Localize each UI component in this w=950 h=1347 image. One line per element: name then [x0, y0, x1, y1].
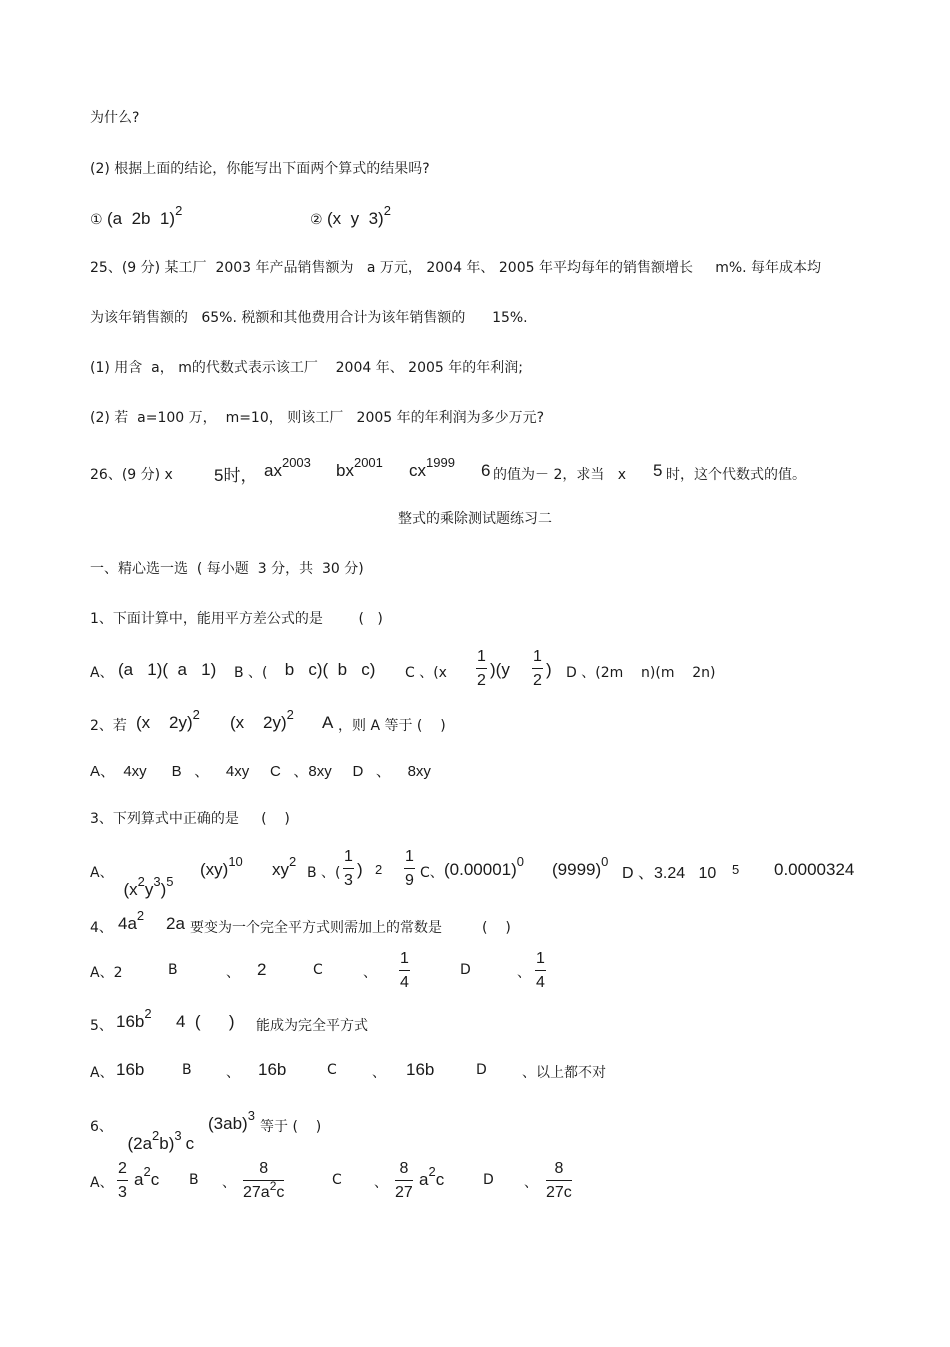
- text: 时，这个代数式的值。: [666, 467, 806, 483]
- fraction: [243, 1160, 284, 1202]
- expression: [208, 1108, 255, 1134]
- term: [264, 455, 311, 481]
- question-25: 25、(9 分) 某工厂 2003 年产品销售额为 a 万元， 2004 年、 2005 年平均每年的销售额增长 m%. 每年成本均: [90, 260, 822, 276]
- text-line: 为什么?: [90, 110, 140, 126]
- term: 6: [481, 461, 491, 480]
- separator: 、: [226, 965, 240, 981]
- text: c: [185, 1134, 195, 1153]
- text-line: (2) 若 a=100 万， m=10， 则该工厂 2005 年的年利润为多少万元?: [90, 410, 545, 426]
- option-b-label: B 、(: [307, 865, 341, 881]
- option-c-label: C: [313, 962, 323, 978]
- expression: [200, 854, 243, 880]
- option-b-label: B 、(: [234, 665, 268, 681]
- numerator: 1: [532, 648, 543, 669]
- option-a-expression: [114, 860, 174, 900]
- exponent: 2003: [281, 455, 311, 470]
- fraction: [476, 648, 487, 690]
- denominator: 9: [405, 872, 414, 889]
- text: c: [435, 1170, 445, 1189]
- option-a-expression: (a 1)( a 1): [118, 660, 217, 679]
- question-2-options: A、 4xy B 、 4xy C 、8xy D 、 8xy: [90, 763, 431, 780]
- numerator: 1: [476, 648, 487, 669]
- term: [336, 455, 383, 481]
- exponent: 1999: [426, 455, 455, 470]
- option-c-label: C: [332, 1172, 342, 1188]
- exponent: 2: [136, 908, 145, 923]
- option-c-label: C、: [420, 865, 444, 881]
- numerator: 1: [343, 848, 354, 869]
- exponent: 3: [153, 874, 161, 889]
- question-6-prefix: 6、: [90, 1119, 113, 1135]
- expression: )(y: [490, 660, 510, 679]
- question-2-prefix: 2、若: [90, 718, 127, 734]
- value: [214, 461, 257, 486]
- fraction: [546, 1160, 572, 1202]
- text: ): [160, 880, 167, 899]
- option-c-label: C 、(x: [405, 665, 447, 681]
- value: 2: [257, 960, 267, 979]
- expression: [116, 1006, 152, 1032]
- expression: [134, 1164, 160, 1190]
- question-3: 3、下列算式中正确的是 ( ): [90, 811, 290, 827]
- exponent: 5: [732, 862, 740, 877]
- text: ax: [264, 461, 282, 480]
- text: xy: [272, 860, 289, 879]
- text: ，则 A 等于 ( ): [338, 718, 446, 734]
- value: 5: [653, 461, 663, 480]
- circled-one-marker: ①: [90, 212, 103, 228]
- expression: [118, 1114, 194, 1154]
- text: c: [276, 1184, 285, 1201]
- text: (x 2y): [136, 713, 193, 732]
- value: 0.0000324: [774, 860, 855, 879]
- numerator: 8: [546, 1160, 572, 1181]
- fraction: [343, 848, 354, 890]
- separator: 、: [372, 1065, 386, 1081]
- separator: 、: [222, 1175, 236, 1191]
- exponent: 2: [144, 1006, 152, 1021]
- text-line: 为该年销售额的 65%. 税额和其他费用合计为该年销售额的 15%.: [90, 310, 528, 326]
- denominator: 4: [536, 974, 545, 991]
- math-expression: [310, 203, 391, 229]
- text: 27a: [243, 1184, 270, 1201]
- expression: 2a: [166, 914, 185, 933]
- text: b): [159, 1134, 175, 1153]
- text: (3ab): [208, 1114, 248, 1133]
- exponent: 2: [289, 854, 297, 869]
- numerator: 1: [404, 848, 415, 869]
- text: (xy): [200, 860, 229, 879]
- text: 5时，: [214, 466, 258, 485]
- question-1: 1、下面计算中，能用平方差公式的是 ( ): [90, 611, 383, 627]
- fraction: [395, 1160, 413, 1202]
- text: bx: [336, 461, 354, 480]
- fraction: [404, 848, 415, 890]
- question-5-prefix: 5、: [90, 1018, 113, 1034]
- exponent: 0: [601, 854, 609, 869]
- text: (x 2y): [230, 713, 287, 732]
- option-b-label: B: [189, 1172, 199, 1188]
- option-d-text: 、以上都不对: [522, 1065, 606, 1081]
- text: 的值为－ 2，求当 x: [493, 467, 626, 483]
- text: c: [150, 1170, 160, 1189]
- separator: 、: [374, 1175, 388, 1191]
- text: 16b: [116, 1012, 145, 1031]
- exponent: 2: [152, 1128, 160, 1143]
- text: 要变为一个完全平方式则需加上的常数是 ( ): [190, 920, 511, 936]
- term: [409, 455, 455, 481]
- numerator: 1: [399, 950, 410, 971]
- value: 16b: [116, 1060, 145, 1079]
- expression: ): [546, 660, 552, 679]
- exponent: 2: [175, 203, 183, 218]
- exponent: 2: [143, 1164, 151, 1179]
- option-a-label: A、: [90, 1175, 114, 1191]
- numerator: 8: [243, 1160, 284, 1181]
- expression: [552, 854, 609, 880]
- option-a-label: A、: [90, 1065, 114, 1081]
- fraction: [535, 950, 546, 992]
- expression: [272, 854, 297, 880]
- section-heading: 一、精心选一选 ( 每小题 3 分，共 30 分): [90, 561, 364, 577]
- text-line: (2) 根据上面的结论，你能写出下面两个算式的结果吗?: [90, 161, 430, 177]
- separator: 、: [517, 965, 531, 981]
- question-4-prefix: 4、: [90, 920, 113, 936]
- option-d-label: D: [460, 962, 471, 978]
- text: a: [134, 1170, 144, 1189]
- option-c-label: C: [327, 1062, 337, 1078]
- variable: A: [322, 713, 334, 732]
- text: cx: [409, 461, 426, 480]
- text: (9999): [552, 860, 602, 879]
- expression: (x y 3): [327, 209, 384, 228]
- circled-two-marker: ②: [310, 212, 323, 228]
- expression: ): [357, 860, 363, 879]
- exponent: 5: [166, 874, 174, 889]
- text: (x: [123, 880, 138, 899]
- expression: [230, 707, 294, 733]
- numerator: 1: [535, 950, 546, 971]
- value: 16b: [258, 1060, 287, 1079]
- exponent: 10: [228, 854, 243, 869]
- expression: (a 2b 1): [107, 209, 176, 228]
- text: 4a: [118, 914, 137, 933]
- option-d: D 、(2m n)(m 2n): [566, 665, 716, 681]
- exponent: 3: [174, 1128, 182, 1143]
- denominator: 2: [533, 672, 542, 689]
- exponent: 2: [428, 1164, 436, 1179]
- option-b-label: B: [182, 1062, 192, 1078]
- exponent: 2: [269, 1179, 277, 1193]
- numerator: 8: [395, 1160, 413, 1181]
- exponent: 2001: [353, 455, 383, 470]
- separator: 、: [524, 1175, 538, 1191]
- text: (0.00001): [444, 860, 517, 879]
- math-expression: [90, 203, 183, 229]
- denominator: 27c: [546, 1184, 572, 1201]
- fraction: [399, 950, 410, 992]
- separator: 、: [363, 965, 377, 981]
- separator: 、: [226, 1065, 240, 1081]
- text: 等于 ( ): [260, 1119, 322, 1135]
- option-d-label: D: [483, 1172, 494, 1188]
- exponent: 2: [192, 707, 200, 722]
- exponent: 2: [137, 874, 145, 889]
- exponent: 2: [286, 707, 294, 722]
- option-a-label: A、: [90, 865, 114, 881]
- text: a: [419, 1170, 429, 1189]
- expression: [136, 707, 200, 733]
- text: 能成为完全平方式: [256, 1018, 368, 1034]
- option-a-label: A、: [90, 665, 114, 681]
- text-line: (1) 用含 a， m的代数式表示该工厂 2004 年、 2005 年的年利润;: [90, 360, 523, 376]
- section-title: 整式的乘除测试题练习二: [398, 511, 552, 527]
- value: 16b: [406, 1060, 435, 1079]
- option-d-label: D: [476, 1062, 487, 1078]
- denominator: [243, 1181, 284, 1202]
- expression: [118, 908, 145, 934]
- denominator: 27: [395, 1184, 413, 1201]
- exponent: 3: [247, 1108, 255, 1123]
- denominator: 4: [400, 974, 409, 991]
- denominator: 3: [344, 872, 353, 889]
- option-b-expression: b c)( b c): [280, 660, 376, 679]
- denominator: 2: [477, 672, 486, 689]
- exponent: 0: [516, 854, 525, 869]
- text: (2a: [127, 1134, 153, 1153]
- text: y: [144, 880, 154, 899]
- fraction: [117, 1160, 128, 1202]
- expression: 4 ( ): [176, 1012, 235, 1031]
- expression: [419, 1164, 445, 1190]
- exponent: 2: [375, 862, 383, 877]
- option-d: D 、3.24 10: [622, 865, 717, 882]
- question-26-prefix: 26、(9 分) x: [90, 467, 173, 483]
- fraction: [532, 648, 543, 690]
- numerator: 2: [117, 1160, 128, 1181]
- exponent: 2: [383, 203, 391, 218]
- denominator: 3: [118, 1184, 127, 1201]
- option-b-label: B: [168, 962, 178, 978]
- expression: [444, 854, 525, 880]
- option-a: A、2: [90, 965, 123, 981]
